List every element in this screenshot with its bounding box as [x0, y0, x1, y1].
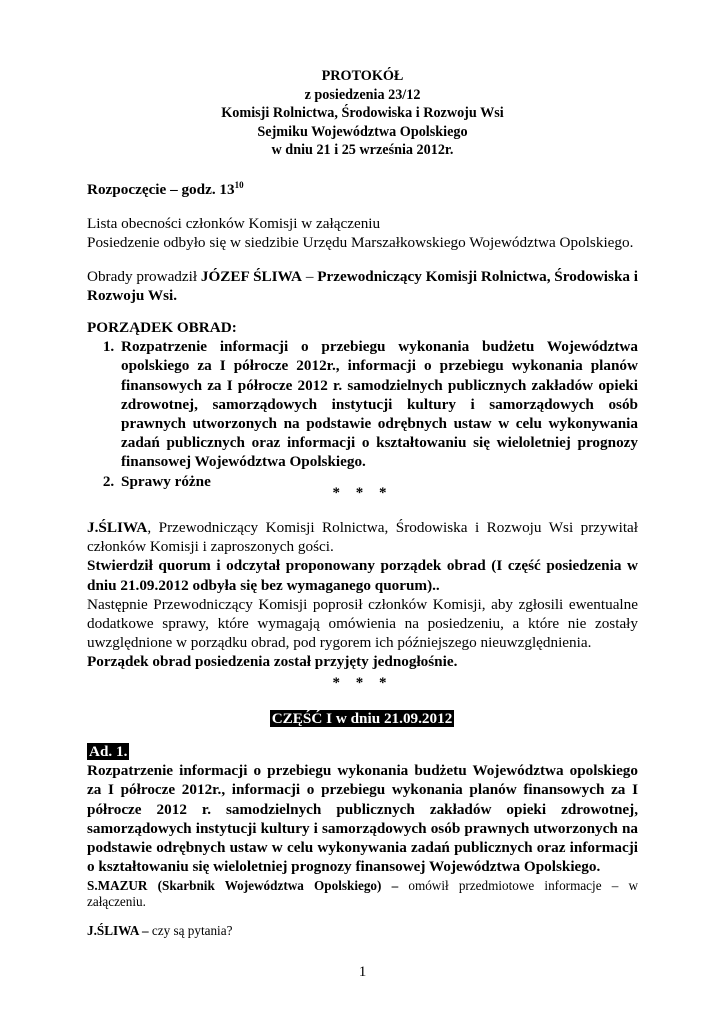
meeting-number: z posiedzenia 23/12	[304, 86, 421, 103]
agenda-item: 2. Sprawy różne	[118, 472, 638, 491]
agenda-heading: PORZĄDEK OBRAD:	[87, 319, 237, 336]
attendance-line: Lista obecności członków Komisji w załączeniu	[87, 215, 381, 232]
question-text: czy są pytania?	[148, 923, 233, 938]
start-time-label: Rozpoczęcie – godz. 13	[87, 181, 235, 198]
agenda	[87, 318, 638, 491]
part-one-title: CZĘŚĆ I w dniu 21.09.2012	[271, 710, 453, 727]
location-line: Posiedzenie odbyło się w siedzibie Urzędu Marszałkowskiego Województwa Opolskiego.	[87, 234, 634, 252]
start-time	[87, 180, 638, 199]
ad1-text: Rozpatrzenie informacji o przebiegu wykonania budżetu Województwa opolskiego za I półrocze 2012r., informacji o przebiegu wykonania planów finansowych za I półrocze 2012 r. samodzielnych publicznych zakładów opieki zdrowotnej, samorządowych instytucji kultury i samorządowych osób prawnych utworzonych na podstawie odrębnych ustaw w celu wykonywania zadań publicznych oraz informacji o kształtowaniu się wieloletniej prognozy finansowej Województwa Opolskiego.	[87, 762, 638, 876]
document-title: PROTOKÓŁ	[321, 68, 404, 84]
part-one-heading	[0, 709, 724, 728]
page-number: 1	[358, 963, 367, 980]
mazur-text: omówił przedmiotowe informacje – w załączeniu.	[87, 878, 639, 909]
agenda-list	[87, 337, 638, 491]
request-paragraph: Następnie Przewodniczący Komisji poprosił członków Komisji, aby zgłosili ewentualne dodatkowe sprawy, które wymagają omówienia na posiedzeniu, a które nie zostały uwzględnione w porządku obrad, pod rygorem ich późniejszego nieuwzględnienia.	[87, 595, 638, 652]
agenda-accepted: Porządek obrad posiedzenia został przyjęty jednogłośnie.	[87, 653, 458, 671]
question-paragraph	[87, 923, 638, 939]
mazur-paragraph	[87, 878, 638, 910]
quorum-paragraph: Stwierdził quorum i odczytał proponowany porządek obrad (I część posiedzenia w dniu 21.09.2012 odbyła się bez wymaganego quorum)..	[87, 557, 638, 594]
ad1-label: Ad. 1.	[89, 743, 128, 760]
chair-dash: –	[302, 268, 318, 285]
start-time-minutes: 10	[234, 179, 244, 190]
welcome-text: , Przewodniczący Komisji Rolnictwa, Środowiska i Rozwoju Wsi przywitał członków Komisji i zaproszonych gości.	[87, 519, 638, 556]
mazur-name: S.MAZUR (Skarbnik Województwa Opolskiego) –	[87, 878, 399, 893]
chair-role: Przewodniczący Komisji Rolnictwa, Środowiska i Rozwoju Wsi.	[87, 268, 639, 305]
welcome-paragraph	[87, 518, 638, 556]
agenda-item: 1. Rozpatrzenie informacji o przebiegu wykonania budżetu Województwa opolskiego za I półrocze 2012r., informacji o przebiegu wykonania planów finansowych za I półrocze 2012 r. samodzielnych publicznych zakładów opieki zdrowotnej, samorządowych instytucji kultury i samorządowych osób prawnych utworzonych na podstawie odrębnych ustaw w celu wykonywania zadań publicznych oraz informacji o kształtowaniu się wieloletniej prognozy finansowej Województwa Opolskiego.	[118, 337, 638, 471]
speaker-name: J.ŚLIWA	[87, 519, 148, 536]
chair-paragraph	[87, 267, 638, 305]
meeting-date: w dniu 21 i 25 września 2012r.	[271, 142, 454, 159]
committee-name: Komisji Rolnictwa, Środowiska i Rozwoju Wsi	[221, 105, 504, 122]
chair-prefix: Obrady prowadził	[87, 268, 201, 285]
attendance-block	[87, 214, 638, 252]
question-name: J.ŚLIWA –	[87, 923, 149, 938]
chair-name: JÓZEF ŚLIWA	[200, 268, 303, 285]
ad1-section	[87, 742, 638, 876]
assembly-name: Sejmiku Województwa Opolskiego	[257, 123, 468, 140]
opening-block	[87, 518, 638, 672]
section-separator: * * *	[332, 675, 393, 691]
document-header	[87, 67, 638, 160]
section-separator: * * *	[332, 485, 393, 501]
